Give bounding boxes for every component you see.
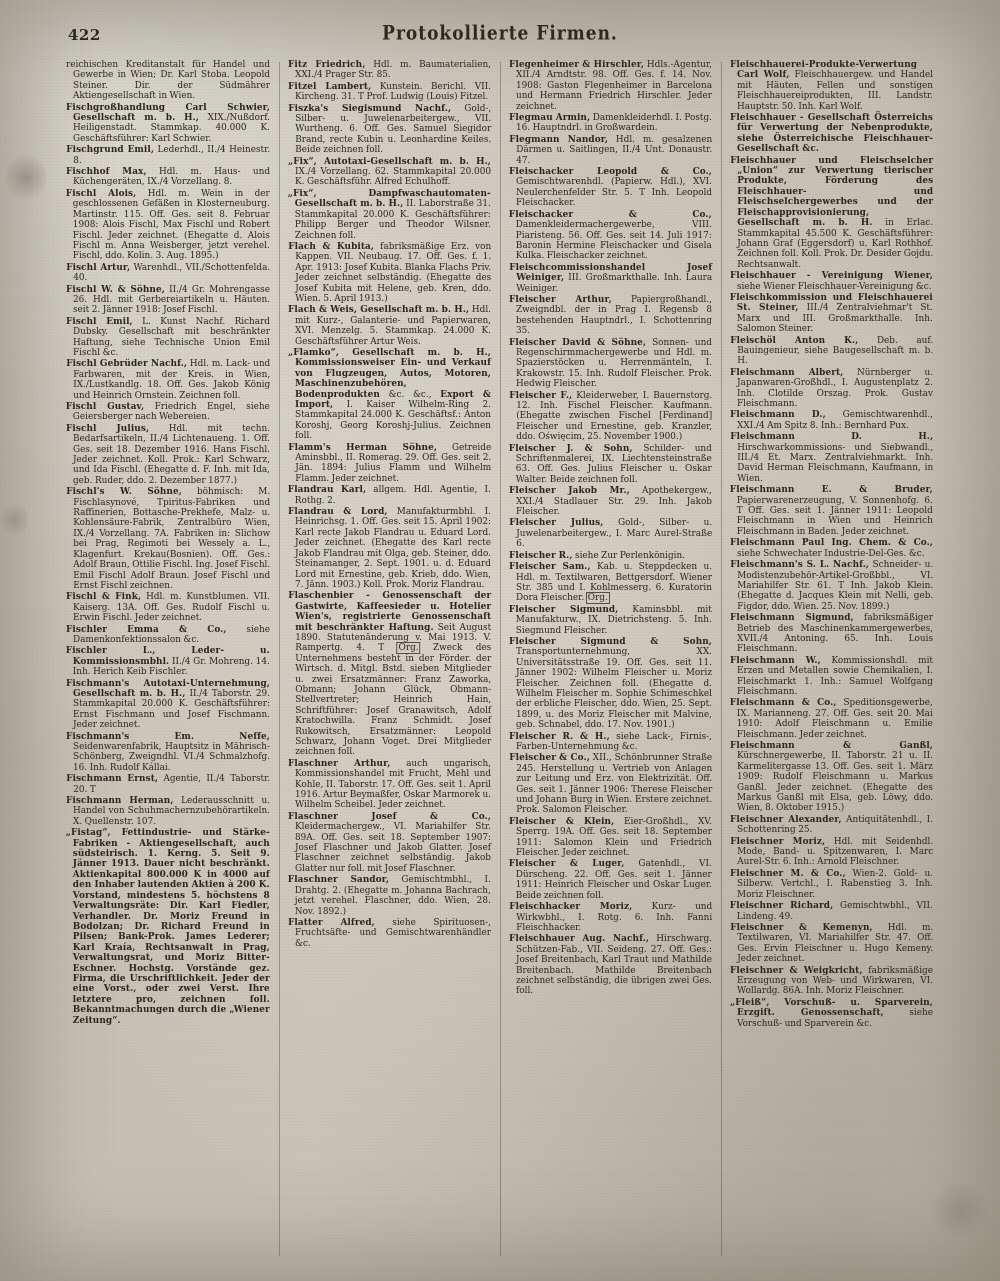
directory-entry: Fleischer & Luger, Gatenhdl., VI. Dürscheng. 22. Off. Ges. seit 1. Jänner 1911: Heinrich Fleischer und Oskar Luger. Beide zeichnen foll. bbox=[508, 859, 712, 901]
directory-entry: Fleischner Richard, Gemischtwbhl., VII. Lindeng. 49. bbox=[729, 901, 933, 922]
directory-entry: Fischl Gebrüder Nachf., Hdl. m. Lack- und Farbwaren, mit der Kreis. in Wien, IX./Lustkandlg. 18. Off. Ges. Jakob König und Heinrich Ornstein. Zeichnen foll. bbox=[66, 359, 271, 401]
directory-entry: „Flamko“, Gesellschaft m. b. H., Kommissionsweiser Ein- und Verkauf von Flugzeugen, Autos, Motoren, Maschinenzubehören, Bodenprodukten &c. &c., Export & Import, I. Kaiser Wilhelm-Ring 2. Stammkapital 24.000 K. Geschäftsf.: Anton Koroshj, Georg Koroshj-Julius. Zeichnen foll. bbox=[288, 347, 491, 442]
directory-entry: Fischl Gustav, Friedrich Engel, siehe Geiersberger nach Webereien. bbox=[65, 402, 270, 423]
running-head: Protokollierte Firmen. bbox=[382, 22, 618, 45]
directory-entry: Fleischmann D., Gemischtwarenhdl., XXI./4 Am Spitz 8. Inh.: Bernhard Pux. bbox=[730, 410, 933, 431]
directory-entry: Fleischöl Anton K., Deb. auf. Bauingenieur, siehe Baugesellschaft m. b. H. bbox=[730, 335, 934, 367]
directory-entry: Flaschner Sandor, Gemischtmbhl., I. Drahtg. 2. (Ehegatte m. Johanna Bachrach, jetzt verehel. Flaschner, ddo. Wien, 28. Nov. 1892.) bbox=[287, 875, 491, 917]
directory-entry: Flaschner Josef & Co., Kleidermachergew., VI. Mariahilfer Str. 89A. Off. Ges. seit 18. September 1907: Josef Flaschner und Jakob Glatter. Josef Flaschner zeichnet selbständig. Jakob Glatter nur foll. mit Josef Flaschner. bbox=[288, 811, 491, 874]
directory-entry: Fischler L., Leder- u. Kommissionsmbhl. II./4 Gr. Mohreng. 14. Inh. Herich Keib Fischler. bbox=[65, 646, 270, 678]
directory-entry: Flandrau Karl, allgem. Hdl. Agentie, I. Rothg. 2. bbox=[287, 485, 491, 506]
directory-entry: Flegenheimer & Hirschler, Hdls.-Agentur, XII./4 Arndtstr. 98. Off. Ges. f. 14. Nov. 1908: Gaston Flegenheimer in Barcelona und Hermann Friedrich Hirschler. Jeder zeichnet. bbox=[509, 60, 712, 112]
directory-entry: Flaschner Arthur, auch ungarisch, Kommissionshandel mit Frucht, Mehl und Kohle, II. Taborstr. 17. Off. Ges. seit 1. April 1916. Artur Beymaßfer, Oskar Marmorek u. Wilhelm Scheibel. Jeder zeichnet. bbox=[288, 758, 491, 811]
directory-entry: Fleischner & Kemenyn, Hdl. m. Textilwaren, VI. Mariahilfer Str. 47. Off. Ges. Ervin Fleischner u. Hugo Kemeny. Jeder zeichnet. bbox=[730, 922, 934, 965]
directory-entry: Flatter Alfred, siehe Spirituosen-, Fruchtsäfte- und Gemischtwarenhändler &c. bbox=[288, 917, 491, 949]
directory-entry: Flegmau Armin, Damenkleiderhdl. I. Postg. 16. Hauptndrl. in Großwardein. bbox=[509, 113, 712, 134]
directory-entry: Fleischacker & Co., Damenkleidermachergewerbe, VIII. Piaristeng. 56. Off. Ges. seit 14. Juli 1917: Baronin Hermine Fleischacker und Gisela Kulka. Fleischacker zeichnet. bbox=[508, 209, 712, 262]
page-header bbox=[58, 22, 942, 56]
directory-entry: Fleischer J. & Sohn, Schilder- und Schriftenmalerei, IX. Liechtensteinstraße 63. Off. Ges. Julius Fleischer u. Oskar Walter. Beide zeichnen foll. bbox=[508, 443, 712, 485]
directory-entry: Fleischacker Leopold & Co., Gemischtwarenhdl. (Papierw. Hdl.), XVI. Neulerchenfelder Str. 5. T Inh. Leopold Fleischacker. bbox=[509, 167, 712, 209]
directory-entry: Fleischner & Weigkricht, fabriksmäßige Erzeugung von Web- und Wirkwaren, VI. Wollardg. 86A. Inh. Moriz Fleischner. bbox=[730, 965, 933, 997]
directory-entry: Flaschenbier - Genossenschaft der Gastwirte, Kaffeesieder u. Hotelier Wien's, registrierte Genossenschaft mit beschränkter Haftung. Seit August 1890. Statutenänderung v. Mai 1913. V. Rampertg. 4. T Org. Zweck des Unternehmens besteht in der Förder. der Wirtsch. d. Mitgl. Bstd. sieben Mitglieder u. zwei Ersatzmänner: Franz Zaworka, Obmann; Johann Glück, Obmann-Stellvertreter; Heinrich Hain, Schriftführer: Josef Granawitsch, Adolf Kratochwilla. Franz Schmidt. Josef Rukowitsch, Ersatzmänner: Leopold Schwarz, Johann Voget. Drei Mitglieder zeichnen foll. bbox=[288, 591, 492, 758]
directory-entry: Fleischer Sam., Kab. u. Steppdecken u. Hdl. m. Textilwaren, Bettgersdorf. Wiener Str. 385 und I. Kohlmesserg. 6. Kuratorin Dora Fleischer. Org. bbox=[509, 562, 713, 604]
directory-entry: Fiszka's Siegismund Nachf., Gold-, Silber- u. Juwelenarbeitergew., VII. Wurtheng. 6. Off. Ges. Samuel Siegidor Brand, recte Kubin u. Leonhardine Keiles. Beide zeichnen foll. bbox=[288, 103, 492, 156]
directory-entry: Fleischmann W., Kommissionshdl. mit Erzen und Metallen sowie Chemikalien, I. Fleischmarkt 1. Inh.: Samuel Wolfgang Fleischmann. bbox=[730, 655, 933, 697]
directory-entry: Fleischhacker Moriz, Kurz- und Wirkwbhl., I. Rotg. 6. Inh. Fanni Fleischhacker. bbox=[509, 902, 713, 933]
directory-entry: Fischhof Max, Hdl. m. Haus- und Küchengeräten, IX./4 Vorzellang. 8. bbox=[66, 167, 270, 188]
directory-entry: Fleischhauer - Vereinigung Wiener, siehe Wiener Fleischhauer-Vereinigung &c. bbox=[730, 271, 933, 292]
directory-entry: Fleischmann Albert, Nürnberger u. Japanwaren-Großhdl., I. Augustenplatz 2. Inh. Clotilde Orszag. Prok. Gustav Fleischmann. bbox=[730, 367, 933, 409]
directory-entry: Fischl & Fink, Hdl. m. Kunstblumen. VII. Kaiserg. 13A. Off. Ges. Rudolf Fischl u. Erwin Fischl. Jeder zeichnet. bbox=[66, 592, 270, 624]
page-content bbox=[58, 22, 942, 1260]
directory-entry: Fleischer Julius, Gold-, Silber- u. Juwelenarbeitergew., I. Marc Aurel-Straße 6. bbox=[509, 518, 713, 550]
directory-entry: „Fleiß“, Vorschuß- u. Sparverein, Erzgift. Genossenschaft, siehe Vorschuß- und Sparverein &c. bbox=[730, 997, 933, 1029]
directory-entry: Fleischer Sigmund & Sohn, Transportunternehmung, XX. Universitätsstraße 19. Off. Ges. seit 11. Jänner 1902: Wilhelm Fleischer u. Moriz Fleischer. Zeichnen foll. (Ehegatte d. Wilhelm Fleischer m. Sophie Schimeschkel der erbliche Fleischer, ddo. Wien, 25. Sept. 1899, u. des Moriz Fleischer mit Malvine, geb. Schnabel, ddo. 17. Nov. 1901.) bbox=[509, 636, 712, 731]
text-column-4 bbox=[721, 60, 942, 1256]
directory-entry: Fleischer & Klein, Eier-Großhdl., XV. Sperrg. 19A. Off. Ges. seit 18. September 1911: Salomon Klein und Friedrich Fleischer. Jeder zeichnet. bbox=[509, 816, 712, 859]
directory-entry: Flandrau & Lord, Manufakturmbhl. I. Heinrichsg. 1. Off. Ges. seit 15. April 1902: Karl recte Jakob Flandrau u. Eduard Lord. Jeder zeichnet. (Ehegatte des Karl recte Jakob Flandrau mit Olga, geb. Steiner, ddo. Steinamanger, 2. Sept. 1901. u. d. Eduard Lord mit Ernestine, geb. Krieb, ddo. Wien, 7. Jänn. 1903.) Koll. Prok. Moriz Flandrau. bbox=[288, 507, 491, 590]
directory-entry: Fleischcommissionshandel Josef Weiniger, III. Großmarkthalle. Inh. Laura Weiniger. bbox=[509, 262, 713, 294]
directory-entry: Fleischmann & Co., Speditionsgewerbe, IX. Marianneng. 27. Off. Ges. seit 20. Mai 1910: Adolf Fleischmann u. Emilie Fleischmann. Jeder zeichnet. bbox=[729, 698, 933, 740]
directory-entry: Fleischmann & Ganßl, Kürschnergewerbe, II. Taborstr. 21 u. II. Karmelitergasse 13. Off. Ges. seit 1. März 1909: Rudolf Fleischmann u. Markus Ganßl. Jeder zeichnet. (Ehegatte des Markus Ganßl mit Elsa, geb. Löwy, ddo. Wien, 8. Oktober 1915.) bbox=[730, 741, 933, 814]
directory-entry: „Fix“, Dampfwaschautomaten-Gesellschaft m. b. H., II. Laborstraße 31. Stammkapital 20.000 K. Geschäftsführer: Philipp Berger und Theodor Wilsner. Zeichnen foll. bbox=[287, 188, 491, 241]
text-column-3 bbox=[500, 60, 721, 1256]
directory-entry: Fischmann Herman, Lederausschnitt u. Handel von Schuhmachernzubehörartikeln. X. Quellenstr. 107. bbox=[66, 796, 271, 827]
directory-entry: Fleischmann E. & Bruder, Papierwarenerzeugung, V. Sonnenhofg. 6. T Off. Ges. seit 1. Jänner 1911: Leopold Fleischmann in Wien und Heinrich Fleischmann in Baden. Jeder zeichnet. bbox=[729, 485, 933, 537]
directory-entry: Fleischer & Co., XII., Schönbrunner Straße 245. Herstellung u. Vertrieb von Anlagen zur Leitung und Erz. von Elektrizität. Off. Ges. seit 1. Jänner 1906: Therese Fleischer und Johann Burg in Wien. Erstere zeichnet. Prok. Salomon Fleischer. bbox=[509, 753, 713, 816]
directory-entry: Fischmann Ernst, Agentie, II./4 Taborstr. 20. T bbox=[66, 774, 271, 795]
directory-entry: „Fistag“, Fettindustrie- und Stärke-Fabriken - Aktiengesellschaft, auch südsteirisch. 1. Kerng. 5. Seit 9. Jänner 1913. Dauer nicht beschränkt. Aktienkapital 800.000 K in 4000 auf den Inhaber lautenden Aktien à 200 K. Vorstand, mindestens 5. höchstens 8 Verwaltungsräte: Dir. Karl Fiedler, Verhandler. Dr. Moriz Freund in Bodolzan; Dr. Richard Freund in Pilsen; Bank-Prok. James Lederer; Karl Kraía, Rechtsanwalt in Prag, Verwaltungsrat, und Moriz Bitter-Eschner. Hochstg. Vorstände gez. Firma, die Urschriftlichkeit. Jeder der eine Vorst., oder zwei Verst. Ihre letztere pro, zeichnen foll. Bekanntmachungen durch die „Wiener Zeitung“. bbox=[65, 828, 270, 1026]
directory-entry: Fleischer R., siehe Zur Perlenkönigin. bbox=[509, 550, 686, 561]
directory-entry: Fischmann's Em. Neffe, Seidenwarenfabrik, Hauptsitz in Mährisch-Schönberg, Zweigndhl. VI./4 Schmalzhofg. 16. Inh. Rudolf Kállai. bbox=[66, 731, 270, 773]
directory-entry: Fischl Artur, Warenhdl., VII./Schottenfelda. 40. bbox=[66, 262, 271, 284]
column-container bbox=[58, 60, 942, 1256]
directory-entry: reichischen Kreditanstalt für Handel und Gewerbe in Wien; Dr. Karl Stoba. Leopold Steiner. Dir. der Südmährer Aktiengesellschaft in Wien. bbox=[66, 60, 270, 102]
directory-entry: Flamm's Herman Söhne, Getreide Aminsbbl., II. Romerag. 29. Off. Ges. seit 2. Jän. 1894: Julius Flamm und Wilhelm Flamm. Jeder zeichnet. bbox=[288, 442, 492, 484]
ink-smudge bbox=[6, 150, 46, 205]
directory-entry: Fleischmann Paul Ing. Chem. & Co., siehe Schwechater Industrie-Del-Ges. &c. bbox=[730, 538, 933, 559]
directory-entry: Fleischhauerei-Produkte-Verwertung Carl Wolf, Fleischhauergew. und Handel mit Häuten, Fellen und sonstigen Fleischhauereiprodukten, III. Landstr. Hauptstr. 50. Inh. Karl Wolf. bbox=[730, 60, 933, 112]
text-column-1 bbox=[58, 60, 279, 1256]
directory-entry: Fleischmann D. H., Hirschwarkommissions- und Siebwandl., III./4 Et. Marx. Zentralviehmarkt. Inh. David Herman Fleischmann, Kaufmann, in Wien. bbox=[730, 432, 934, 484]
directory-entry: Flach & Weis, Gesellschaft m. b. H., Hdl. mit Kurz-, Galanterie- und Papierwaren, XVI. Menzelg. 5. Stammkap. 24.000 K. Geschäftsführer Artur Weis. bbox=[288, 305, 492, 347]
directory-entry: Fleischmann's S. L. Nachf., Schneider- u. Modistenzubehör-Artikel-Großbbl., VI. Mariahilfer Str. 61. T Inh. Jakob Klein. (Ehegatte d. Jacques Klein mit Nelli, geb. Figdor, ddo. Wien. 25. Nov. 1899.) bbox=[730, 560, 934, 612]
ink-smudge bbox=[2, 500, 28, 540]
directory-entry: Fleischer Jakob Mr., Apothekergew., XXI./4 Stadlauer Str. 29. Inh. Jakob Fleischer. bbox=[509, 486, 712, 518]
directory-entry: Fleischner Moriz, Hdl. mit Seidenhdl. Mode, Band- u. Spitzenwaren, I. Marc Aurel-Str. 6. Inh.: Arnold Fleischner. bbox=[730, 836, 934, 868]
directory-entry: Fischler Emma & Co., siehe Damenkonfektionssalon &c. bbox=[66, 624, 270, 645]
directory-entry: Fischgroßhandlung Carl Schwier, Gesellschaft m. b. H., XIX./Nußdorf. Heiligenstadt. Stammkap. 40.000 K. Geschäftsführer: Karl Schwier. bbox=[66, 102, 270, 144]
directory-entry: Fleischer R. & H., siehe Lack-, Firnis-, Farben-Unternehmung &c. bbox=[509, 731, 712, 752]
directory-entry: Fleischmann Sigmund, fabriksmäßiger Betrieb des Maschinenkammergewerbes, XVII./4 Antoning. 65. Inh. Louis Fleischmann. bbox=[730, 613, 933, 655]
directory-entry: Fitzel Lambert, Kunstein. Berichl. VII. Kircheng. 31. T Prof. Ludwig (Louis) Fitzel. bbox=[288, 81, 492, 103]
directory-entry: Fleischner M. & Co., Wien-2. Gold- u. Silberw. Vertchl., I. Rabenstieg 3. Inh. Moriz Fleischner. bbox=[730, 868, 934, 900]
directory-entry: Fischl Julius, Hdl. mit techn. Bedarfsartikeln, II./4 Lichtenaueng. 1. Off. Ges. seit 18. Dezember 1916. Hans Fischl. Jeder zeichnet. Koll. Prok.: Karl Schwarz, und Ida Fischl. (Ehegatte d. F. Inh. mit Ida, geb. Ruder, ddo. 2. Dezember 1877.) bbox=[66, 423, 270, 486]
directory-entry: Fleischhauer Aug. Nachf., Hirschwarg. Schützen-Fab., VII. Seideng. 27. Off. Ges.: Josef Breitenbach, Karl Traut und Mathilde Breitenbach. Mathilde Breitenbach zeichnet selbständig, die übrigen zwei Ges. foll. bbox=[509, 934, 712, 997]
directory-entry: Fleischhauer - Gesellschaft Österreichs für Verwertung der Nebenprodukte, siehe Österreichische Fleischhauer-Gesellschaft &c. bbox=[730, 113, 933, 155]
directory-entry: Fleischer David & Söhne, Sonnen- und Regenschirmmachergewerbe und Hdl. m. Spazierstöcken u. Herrenmänteln, I. Krakowstr. 15. Inh. Rudolf Fleischer. Prok. Hedwig Fleischer. bbox=[509, 337, 712, 390]
directory-entry: Flach & Kubita, fabriksmäßige Erz. von Kappen. VII. Neubaug. 17. Off. Ges. f. 1. Apr. 1913: Josef Kubita. Blanka Flachs Priv. Jeder zeichnet selbständig. (Ehegatte des Josef Kubita mit Helene, geb. Kren, ddo. Wien. 5. April 1913.) bbox=[288, 241, 492, 304]
directory-entry: Fischmann's Autotaxi-Unternehmung, Gesellschaft m. b. H., II./4 Taborstr. 29. Stammkapital 20.000 K. Geschäftsführer: Ernst Fischmann und Josef Fischmann. Jeder zeichnet. bbox=[66, 678, 270, 731]
directory-entry: Fleischer Sigmund, Kaminsbbl. mit Manufakturw., IX. Dietrichsteng. 5. Inh. Siegmund Fleischer. bbox=[508, 604, 712, 636]
directory-entry: Fleischer Arthur, Papiergroßhandl., Zweigndbl. der in Prag I. Regensb 8 bestehenden Hauptndrl., I. Schottenring 35. bbox=[509, 294, 712, 337]
directory-entry: „Fix“, Autotaxi-Gesellschaft m. b. H., IX./4 Vorzellang. 62. Stammkapital 20.000 K. Geschäftsführ. Alfred Echulhoff. bbox=[288, 156, 491, 188]
folio-number: 422 bbox=[68, 26, 101, 44]
directory-entry: Fleischhauer und Fleischselcher „Union“ zur Verwertung tierischer Produkte, Förderung des Fleischhauer- und Fleischselchergewerbes und der Fleischapprovisionierung, Gesellschaft m. b. H. in Erlac. Stammkapital 45.500 K. Geschäftsführer: Johann Graf (Eggersdorf) u. Karl Rothhof. Zeichnen foll. Koll. Prok. Dr. Desider Gojdu. Rechtsanwalt. bbox=[730, 155, 934, 270]
directory-entry: Fischl W. & Söhne, II./4 Gr. Mohrengasse 26. Hdl. mit Gerbereiartikeln u. Häuten. seit 2. Jänner 1918: Josef Fischl. bbox=[66, 284, 270, 316]
directory-entry: Fleischer F., Kleiderweber, I. Bauernstorg. 12. Inh. Fischel Fleischer. Kaufmann. (Ehegatte zwischen Fischel [Ferdinand] Fleischer und Ernestine, geb. Kranzler, ddo. Oświęcim, 25. November 1900.) bbox=[509, 390, 713, 443]
directory-entry: Fischl's W. Söhne, böhmisch: M. Fischlasynové, Tpiritus-Fabriken und Raffinerien, Bottasche-Prekhefe, Malz- u. Kohlensäure-Fabrik, Zentralbüro Wien, IX./4 Vorzellang. 7A. Fabriken in: Slichow bei Prag, Regimoti bei Wessely a. L., Klagenfurt. Krekau(Bosnien). Off. Ges.: Adolf Braun, Ottilie Fischl. Ing. Josef Fischl. Emil Fischl Adolf Braun. Josef Fischl und Ernst Fischl zeichnen. bbox=[66, 487, 271, 591]
text-column-2 bbox=[279, 60, 500, 1256]
directory-entry: Fleischner Alexander, Antiquitätenhdl., I. Schottenring 25. bbox=[730, 814, 934, 836]
directory-entry: Fleischkommission und Fleischhauerei St. Steiner, III./4 Zentralviehmar't St. Marx und III. Großmarkthalle. Inh. Salomon Steiner. bbox=[729, 292, 933, 335]
directory-entry: Fitz Friedrich, Hdl. m. Baumaterialien, XXI./4 Prager Str. 85. bbox=[288, 60, 492, 81]
directory-entry: Fischl Emil, L. Kunst Nachf. Richard Dubsky. Gesellschaft mit beschränkter Haftung, siehe Technische Union Emil Fischl &c. bbox=[66, 316, 270, 358]
directory-entry: Flegmann Nandor, Hdl. m. gesalzenen Därmen u. Saitlingen, II./4 Unt. Donaustr. 47. bbox=[509, 134, 713, 166]
directory-entry: Fischl Alois, Hdl. m. Wein in der geschlossenen Gefäßen in Klosterneuburg. Martinstr. 115. Off. Ges. seit 8. Februar 1908: Alois Fischl, Max Fischl und Robert Fischl. Jeder zeichnet. (Ehegatte d. Alois Fischl m. Anna Weisberger, jetzt verehel. Fischl, ddo. Kolin. 3. Aug. 1895.) bbox=[65, 188, 270, 262]
directory-entry: Fischgrund Emil, Lederhdl., II./4 Heinestr. 8. bbox=[66, 145, 271, 166]
